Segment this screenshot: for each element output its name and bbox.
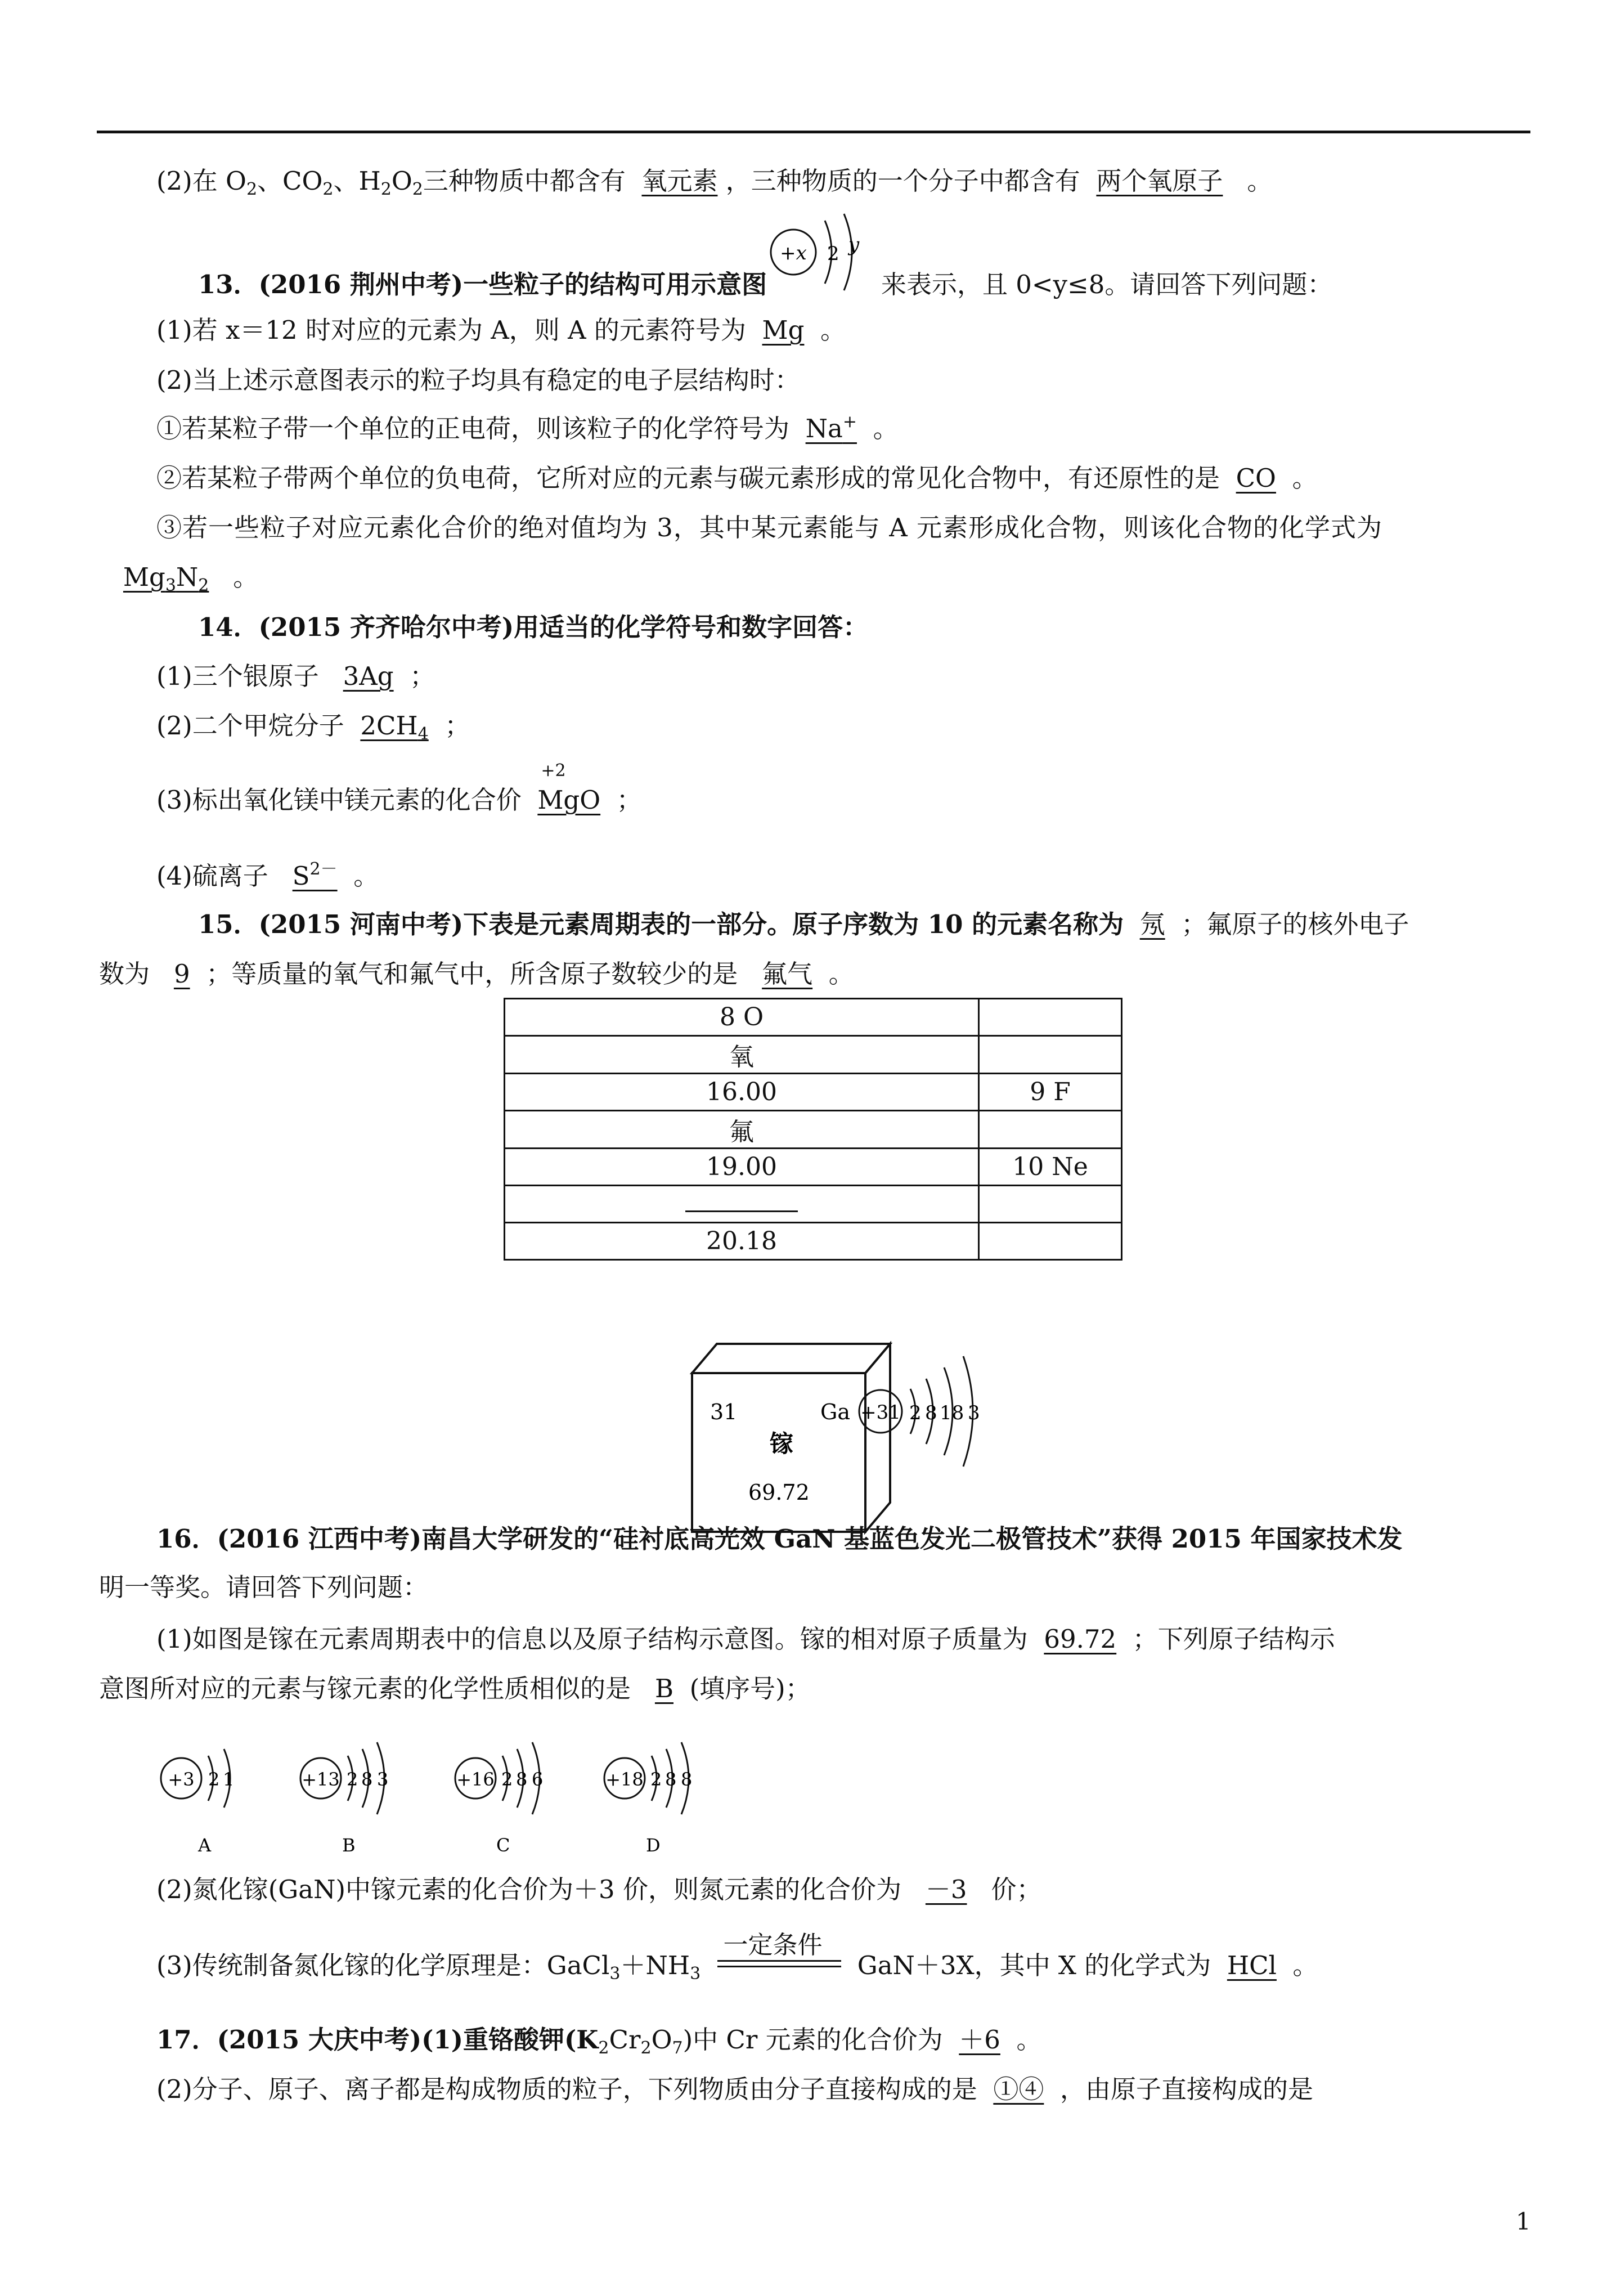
- option-diagrams: [152, 1733, 748, 1868]
- answer: 69.72: [1044, 1624, 1117, 1654]
- element-name: 镓: [770, 1430, 794, 1458]
- option-d: [604, 1742, 692, 1856]
- header-rule: [97, 131, 1530, 133]
- answer: $Mg_3N_2$: [123, 562, 209, 595]
- answer: －3: [925, 1875, 967, 1904]
- table-row: 20.18: [505, 1223, 1122, 1260]
- q13-case1: ①若某粒子带一个单位的正电荷，则该粒子的化学符号为 Na+ 。: [156, 412, 899, 443]
- svg-text:3: 3: [968, 1402, 980, 1424]
- table-row: 氧: [505, 1036, 1122, 1074]
- answer: Na+: [805, 412, 857, 443]
- option-label: D: [646, 1835, 661, 1856]
- answer: $S^{2-}$: [292, 859, 338, 891]
- table-row: 8 O: [505, 999, 1122, 1036]
- q17-part1: 17．(2015 大庆中考)(1)重铬酸钾$(K_2Cr_2O_7)$中 Cr 元素的化合价为 ＋6 。: [156, 2025, 1042, 2058]
- svg-text:2: 2: [827, 243, 839, 265]
- q13-case3: ③若一些粒子对应元素化合价的绝对值均为 3，其中某元素能与 A 元素形成化合物，则该化合物的化学式为: [156, 513, 1383, 542]
- page-number: 1: [1516, 2208, 1531, 2235]
- gallium-atom-diagram: [855, 1351, 1002, 1497]
- periodic-table-fragment: [504, 998, 1122, 1261]
- answer: CO: [1236, 463, 1276, 493]
- svg-text:8: 8: [665, 1769, 677, 1790]
- svg-text:+13: +13: [302, 1769, 340, 1790]
- table-row: [505, 1186, 1122, 1223]
- answer: ＋6: [959, 2025, 1000, 2055]
- option-b: [300, 1742, 388, 1856]
- option-label: B: [342, 1835, 356, 1856]
- svg-text:1: 1: [223, 1769, 235, 1790]
- q14-part4: (4)硫离子 $S^{2-}$ 。: [156, 859, 379, 891]
- q17-part2: (2)分子、原子、离子都是构成物质的粒子，下列物质由分子直接构成的是 ①④ ，由原子直接构成的是: [156, 2074, 1313, 2104]
- reaction-condition: 一定条件: [708, 1957, 849, 1979]
- q16-line2: 明一等奖。请回答下列问题：: [99, 1572, 429, 1602]
- q16-part1b: 意图所对应的元素与镓元素的化学性质相似的是 B (填序号)；: [99, 1674, 811, 1703]
- answer: HCl: [1227, 1950, 1277, 1980]
- svg-text:y: y: [848, 234, 860, 256]
- svg-text:2: 2: [909, 1402, 922, 1424]
- answer: B: [654, 1674, 674, 1703]
- answer: 氟气: [762, 959, 813, 989]
- atomic-mass: 69.72: [748, 1480, 810, 1505]
- answer: MgO: [537, 785, 601, 815]
- q13-case2: ②若某粒子带两个单位的负电荷，它所对应的元素与碳元素形成的常见化合物中，有还原性的是 CO 。: [156, 463, 1318, 493]
- svg-text:+18: +18: [605, 1769, 644, 1790]
- svg-text:+16: +16: [456, 1769, 495, 1790]
- svg-text:2: 2: [347, 1769, 358, 1790]
- q14-part2: (2)二个甲烷分子 $2CH_4$ ；: [156, 711, 470, 744]
- atomic-number: 31: [710, 1400, 738, 1424]
- q16-part1: (1)如图是镓在元素周期表中的信息以及原子结构示意图。镓的相对原子质量为 69.72 ；下列原子结构示: [156, 1624, 1335, 1654]
- q16-line1: 16．(2016 江西中考)南昌大学研发的“硅衬底高光效 GaN 基蓝色发光二极管技术”获得 2015 年国家技术发: [156, 1524, 1403, 1554]
- q16-part2: (2)氮化镓(GaN)中镓元素的化合价为＋3 价，则氮元素的化合价为 －3 价；: [156, 1875, 1042, 1904]
- q15-line2: 数为 9 ；等质量的氧气和氟气中，所含原子数较少的是 氟气 。: [99, 959, 854, 989]
- option-a: [161, 1749, 234, 1856]
- q16-part3: (3)传统制备氮化镓的化学原理是：$GaCl_3+NH_3$ 一定条件 GaN＋3X，其中 X 的化学式为 HCl 。: [156, 1930, 1318, 1984]
- svg-text:18: 18: [940, 1402, 964, 1424]
- answer: 氧元素: [641, 166, 718, 196]
- answer: 氖: [1139, 909, 1165, 939]
- option-label: C: [496, 1835, 510, 1856]
- svg-text:2: 2: [208, 1769, 220, 1790]
- table-row: 16.00 9 F: [505, 1074, 1122, 1111]
- valence-mark: +2: [541, 761, 566, 781]
- atom-diagram-generic: [764, 208, 882, 310]
- q13-header: 13．(2016 荆州中考)一些粒子的结构可用示意图: [198, 270, 767, 299]
- svg-text:8: 8: [681, 1769, 693, 1790]
- answer: 两个氧原子: [1096, 166, 1223, 196]
- table-row: 19.00 10 Ne: [505, 1149, 1122, 1186]
- svg-text:+3: +3: [168, 1769, 195, 1790]
- table-row: 氟: [505, 1111, 1122, 1149]
- option-c: [455, 1742, 543, 1856]
- option-label: A: [198, 1835, 212, 1856]
- answer: 9: [173, 959, 190, 989]
- svg-text:8: 8: [361, 1769, 373, 1790]
- svg-text:6: 6: [532, 1769, 544, 1790]
- answer: 3Ag: [343, 661, 394, 691]
- svg-text:8: 8: [516, 1769, 528, 1790]
- svg-text:+31: +31: [860, 1401, 901, 1424]
- element-symbol: Ga: [820, 1400, 851, 1424]
- q12-part2: (2)在 $O_2$、$CO_2$、$H_2O_2$三种物质中都含有 氧元素 ，三种物质的一个分子中都含有 两个氧原子 。: [156, 166, 1273, 199]
- blank-line: [685, 1205, 798, 1212]
- answer: $2CH_4$: [360, 711, 429, 744]
- q13-part1: (1)若 x＝12 时对应的元素为 A，则 A 的元素符号为 Mg 。: [156, 315, 846, 345]
- q14-part1: (1)三个银原子 3Ag ；: [156, 661, 435, 691]
- svg-text:2: 2: [650, 1769, 662, 1790]
- answer: ①④: [993, 2074, 1044, 2104]
- q15-line1: 15．(2015 河南中考)下表是元素周期表的一部分。原子序数为 10 的元素名称为 氖 ；氟原子的核外电子: [198, 909, 1409, 939]
- q13-part2: (2)当上述示意图表示的粒子均具有稳定的电子层结构时：: [156, 365, 800, 395]
- q14-header: 14．(2015 齐齐哈尔中考)用适当的化学符号和数字回答：: [198, 612, 869, 642]
- nucleus-label: +x: [780, 242, 807, 264]
- svg-text:3: 3: [377, 1769, 389, 1790]
- q14-part3: (3)标出氧化镁中镁元素的化合价 +2 MgO ；: [156, 783, 642, 817]
- svg-text:8: 8: [925, 1402, 937, 1424]
- answer: Mg: [762, 315, 805, 345]
- q13-case3-answer: $Mg_3N_2$ 。: [123, 562, 259, 595]
- q13-header-cont: 来表示，且 0<y≤8。请回答下列问题：: [881, 270, 1333, 299]
- svg-text:2: 2: [501, 1769, 513, 1790]
